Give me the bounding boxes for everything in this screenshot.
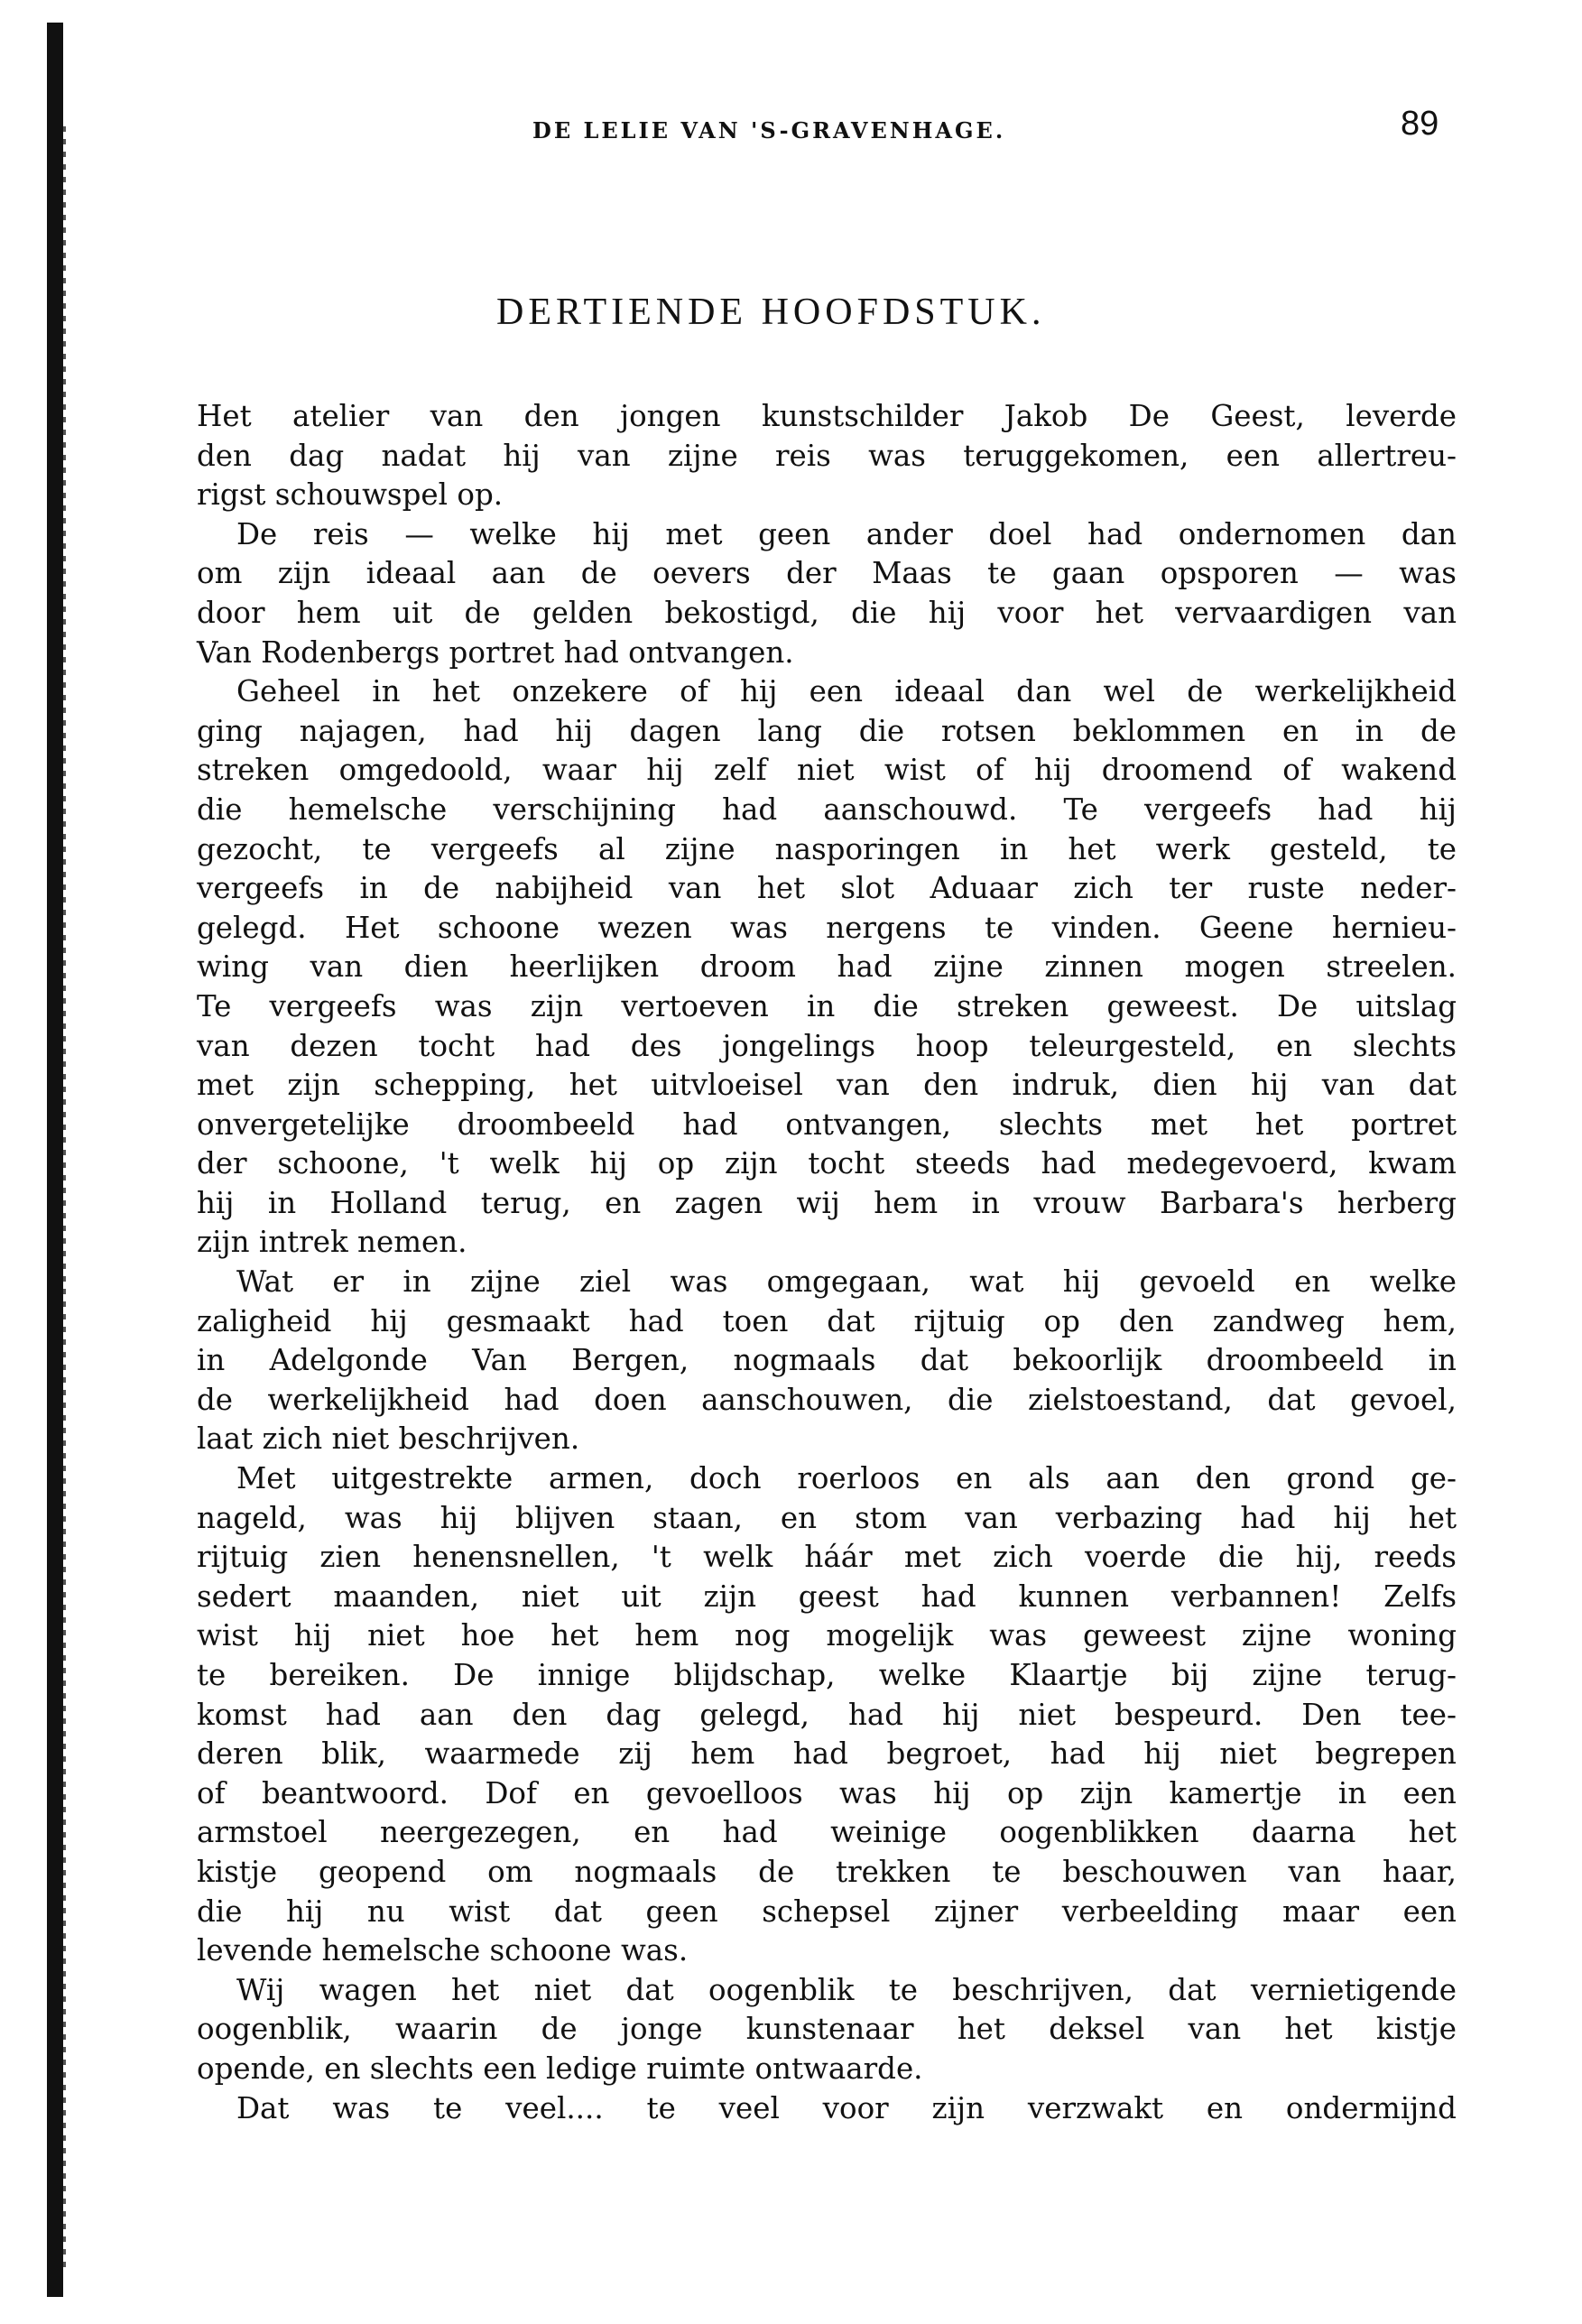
text-line: door hem uit de gelden bekostigd, die hij voor het vervaardigen van — [197, 595, 1457, 630]
text-line: Wij wagen het niet dat oogenblik te beschrijven, dat vernietigende — [236, 1972, 1457, 2007]
text-line: rijtuig zien henensnellen, 't welk háár met zich voerde die hij, reeds — [197, 1540, 1457, 1575]
text-line: die hij nu wist dat geen schepsel zijner verbeelding maar een — [197, 1893, 1457, 1929]
text-line: sedert maanden, niet uit zijn geest had kunnen verbannen! Zelfs — [197, 1579, 1457, 1614]
text-line: wist hij niet hoe het hem nog mogelijk was geweest zijne woning — [197, 1618, 1457, 1653]
text-line: zaligheid hij gesmaakt had toen dat rijtuig op den zandweg hem, — [197, 1303, 1457, 1338]
text-line: gelegd. Het schoone wezen was nergens te vinden. Geene hernieu- — [197, 910, 1457, 945]
text-line: kistje geopend om nogmaals de trekken te beschouwen van haar, — [197, 1854, 1457, 1889]
text-line: Wat er in zijne ziel was omgegaan, wat hij gevoeld en welke — [236, 1264, 1457, 1300]
text-line: oogenblik, waarin de jonge kunstenaar het deksel van het kistje — [197, 2012, 1457, 2047]
text-line: Van Rodenbergs portret had ontvangen. — [197, 634, 794, 670]
text-line: te bereiken. De innige blijdschap, welke Klaartje bij zijne terug- — [197, 1658, 1457, 1692]
body-text — [197, 397, 1457, 2128]
page-number: 89 — [1401, 105, 1439, 143]
text-line: de werkelijkheid had doen aanschouwen, die zielstoestand, dat gevoel, — [197, 1382, 1457, 1417]
text-line: om zijn ideaal aan de oevers der Maas te gaan opsporen — was — [197, 556, 1457, 591]
text-line: rigst schouwspel op. — [197, 477, 504, 513]
text-line: opende, en slechts een ledige ruimte ontwaarde. — [197, 2051, 923, 2086]
text-line: onvergetelijke droombeeld had ontvangen, slechts met het portret — [197, 1106, 1457, 1142]
text-line: der schoone, 't welk hij op zijn tocht steeds had medegevoerd, kwam — [197, 1146, 1457, 1181]
text-line: nageld, was hij blijven staan, en stom van verbazing had hij het — [197, 1500, 1457, 1535]
text-line: hij in Holland terug, en zagen wij hem in vrouw Barbara's herberg — [197, 1185, 1457, 1220]
text-line: of beantwoord. Dof en gevoelloos was hij op zijn kamertje in een — [197, 1775, 1457, 1810]
text-line: Met uitgestrekte armen, doch roerloos en als aan den grond ge- — [236, 1461, 1457, 1496]
running-head: DE LELIE VAN 'S-GRAVENHAGE. — [532, 117, 1006, 144]
text-line: gezocht, te vergeefs al zijne nasporingen in het werk gesteld, te — [197, 831, 1457, 866]
text-line: laat zich niet beschrijven. — [197, 1421, 580, 1457]
text-line: met zijn schepping, het uitvloeisel van den indruk, dien hij van dat — [197, 1068, 1457, 1103]
text-line: De reis — welke hij met geen ander doel had ondernomen dan — [236, 516, 1457, 551]
text-line: ging najagen, had hij dagen lang die rotsen beklommen en in de — [197, 713, 1457, 748]
text-line: wing van dien heerlijken droom had zijne zinnen mogen streelen. — [197, 949, 1457, 985]
text-line: den dag nadat hij van zijne reis was teruggekomen, een allertreu- — [197, 438, 1457, 473]
text-line: komst had aan den dag gelegd, had hij niet bespeurd. Den tee- — [197, 1697, 1457, 1732]
text-line: in Adelgonde Van Bergen, nogmaals dat bekoorlijk droombeeld in — [197, 1343, 1457, 1378]
text-line: Het atelier van den jongen kunstschilder Jakob De Geest, leverde — [197, 399, 1457, 433]
text-line: armstoel neergezegen, en had weinige oogenblikken daarna het — [197, 1815, 1457, 1850]
binding-edge — [47, 23, 63, 2297]
text-line: deren blik, waarmede zij hem had begroet, had hij niet begrepen — [197, 1736, 1457, 1772]
binding-edge-fray — [63, 126, 66, 2274]
chapter-title: DERTIENDE HOOFDSTUK. — [496, 292, 1046, 333]
text-line: die hemelsche verschijning had aanschouwd. Te vergeefs had hij — [197, 792, 1457, 827]
text-line: vergeefs in de nabijheid van het slot Aduaar zich ter ruste neder- — [197, 871, 1457, 906]
text-line: streken omgedoold, waar hij zelf niet wist of hij droomend of wakend — [197, 753, 1457, 788]
text-line: levende hemelsche schoone was. — [197, 1933, 689, 1968]
text-line: van dezen tocht had des jongelings hoop teleurgesteld, en slechts — [197, 1028, 1457, 1063]
text-line: Te vergeefs was zijn vertoeven in die streken geweest. De uitslag — [197, 988, 1457, 1023]
text-line: Dat was te veel.... te veel voor zijn verzwakt en ondermijnd — [236, 2090, 1457, 2125]
text-line: Geheel in het onzekere of hij een ideaal dan wel de werkelijkheid — [236, 674, 1457, 709]
text-line: zijn intrek nemen. — [197, 1225, 467, 1260]
